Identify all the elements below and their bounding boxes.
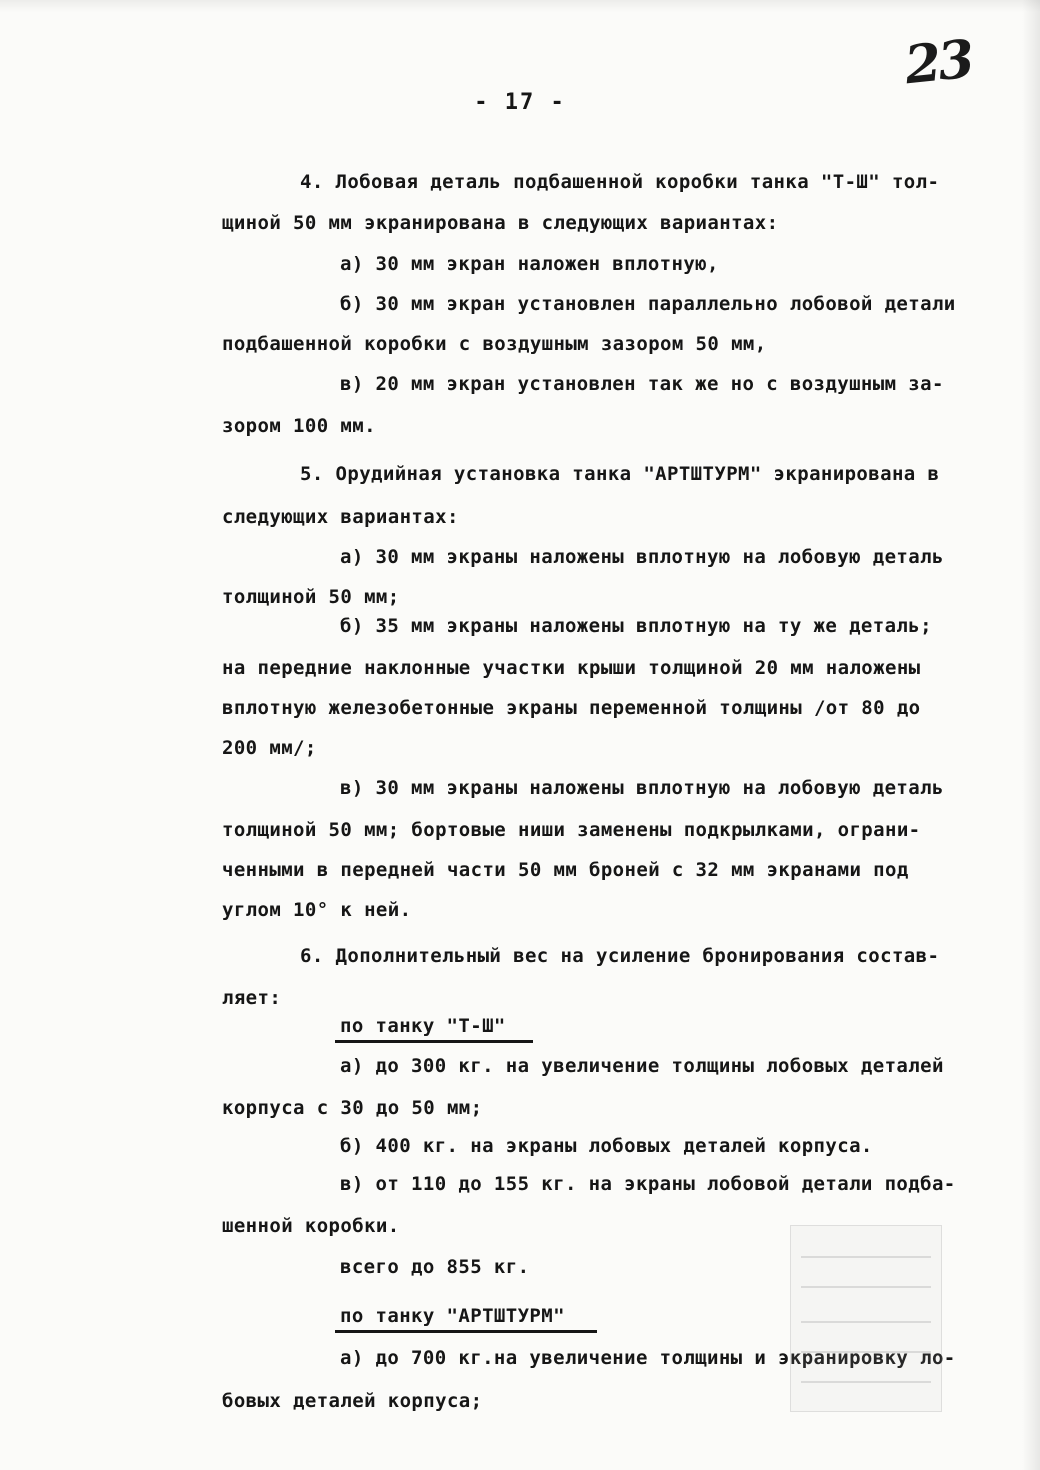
text-line: б) 30 мм экран установлен параллельно лобовой детали: [340, 293, 956, 315]
text-line: а) 30 мм экран наложен вплотную,: [340, 253, 719, 275]
scan-top-shadow: [0, 0, 1040, 12]
text-line: в) от 110 до 155 кг. на экраны лобовой детали подба-: [340, 1173, 956, 1195]
text-line: зором 100 мм.: [222, 415, 376, 437]
text-line: на передние наклонные участки крыши толщиной 20 мм наложены: [222, 657, 921, 679]
text-line: шенной коробки.: [222, 1215, 400, 1237]
text-line: 200 мм/;: [222, 737, 317, 759]
stamp-line: [801, 1351, 931, 1353]
text-line: а) до 700 кг.на увеличение толщины и экранировку ло-: [340, 1347, 956, 1369]
text-line: подбашенной коробки с воздушным зазором 50 мм,: [222, 333, 767, 355]
stamp-line: [801, 1321, 931, 1323]
text-line: б) 35 мм экраны наложены вплотную на ту же деталь;: [340, 615, 932, 637]
text-line: толщиной 50 мм;: [222, 586, 400, 608]
text-line: углом 10° к ней.: [222, 899, 412, 921]
text-line: а) до 300 кг. на увеличение толщины лобовых деталей: [340, 1055, 944, 1077]
stamp-line: [801, 1381, 931, 1383]
text-line: ляет:: [222, 987, 282, 1009]
heading-underline: [335, 1040, 533, 1043]
text-line: в) 20 мм экран установлен так же но с воздушным за-: [340, 373, 944, 395]
scan-edge-shadow: [1022, 0, 1040, 1470]
text-line: бовых деталей корпуса;: [222, 1390, 483, 1412]
faded-archive-stamp: [790, 1225, 942, 1412]
archive-page-mark: 23: [901, 28, 975, 97]
stamp-line: [801, 1256, 931, 1258]
text-line: следующих вариантах:: [222, 506, 459, 528]
text-line: б) 400 кг. на экраны лобовых деталей корпуса.: [340, 1135, 873, 1157]
text-line: в) 30 мм экраны наложены вплотную на лобовую деталь: [340, 777, 944, 799]
text-line: 4. Лобовая деталь подбашенной коробки танка "Т-Ш" тол-: [300, 171, 940, 193]
stamp-line: [801, 1286, 931, 1288]
page-number: - 17 -: [474, 90, 566, 115]
text-line: 5. Орудийная установка танка "АРТШТУРМ" экранирована в: [300, 463, 940, 485]
text-line: корпуса с 30 до 50 мм;: [222, 1097, 483, 1119]
text-line: 6. Дополнительный вес на усиление бронирования состав-: [300, 945, 940, 967]
text-line: щиной 50 мм экранирована в следующих вариантах:: [222, 212, 779, 234]
text-line: всего до 855 кг.: [340, 1256, 530, 1278]
section-heading: по танку "АРТШТУРМ": [340, 1305, 565, 1327]
text-line: ченными в передней части 50 мм броней с 32 мм экранами под: [222, 859, 909, 881]
heading-underline: [335, 1330, 597, 1333]
text-line: вплотную железобетонные экраны переменной толщины /от 80 до: [222, 697, 921, 719]
section-heading: по танку "Т-Ш": [340, 1015, 506, 1037]
text-line: толщиной 50 мм; бортовые ниши заменены подкрылками, ограни-: [222, 819, 921, 841]
text-line: а) 30 мм экраны наложены вплотную на лобовую деталь: [340, 546, 944, 568]
